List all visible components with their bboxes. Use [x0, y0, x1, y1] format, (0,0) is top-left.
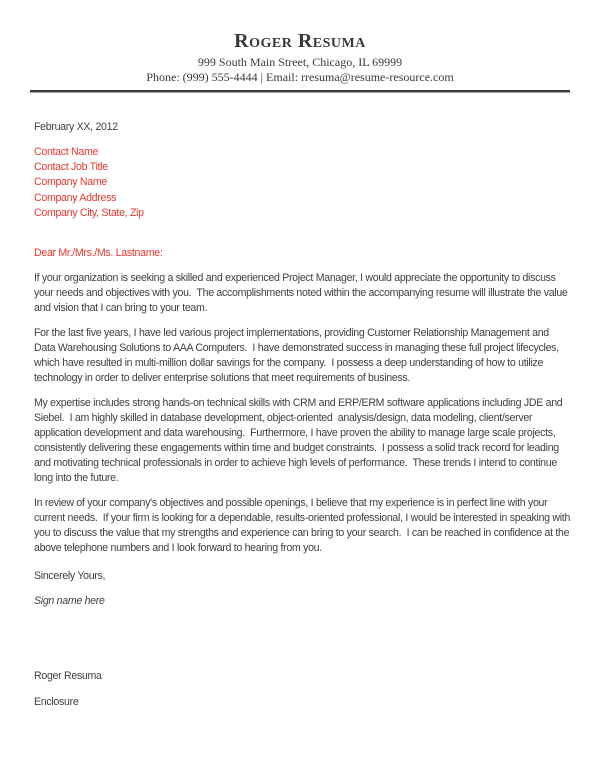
recipient-company-address: Company Address: [34, 191, 117, 204]
recipient-block: [34, 145, 572, 221]
letterhead-address: 999 South Main Street, Chicago, IL 69999: [197, 55, 403, 69]
paragraph-intro: If your organization is seeking a skilled and experienced Project Manager, I would appreciate the opportunity to discuss your needs and objectives with you. The accomplishments noted within the accompanying resume will illustrate the value and vision that I can bring to your team.: [34, 272, 571, 315]
paragraph-expertise: My expertise includes strong hands-on technical skills with CRM and ERP/ERM software applications including JDE and Siebel. I am highly skilled in database development, object-oriented analysis/design, data modeling, client/server application development and data warehousing. Furthermore, I have proven the ability to manage large scale projects, consistently delivering these engagements within time and budget constraints. I possess a solid track record for leading and motivating technical professionals in order to achieve high levels of performance. These trends I intend to continue long into the future.: [34, 397, 566, 485]
paragraph-experience: For the last five years, I have led various project implementations, providing Customer Relationship Management and Data Warehousing Solutions to AAA Computers. I have demonstrated success in managing these full project lifecycles, which have resulted in multi-million dollar savings for the company. I possess a deep understanding of how to utilize technology in order to deliver enterprise solutions that meet requirements of business.: [34, 327, 562, 385]
letter-date: February XX, 2012: [34, 121, 118, 133]
recipient-job-title: Contact Job Title: [34, 161, 108, 174]
letterhead-divider: [30, 90, 570, 93]
recipient-company-name: Company Name: [34, 176, 107, 189]
letterhead-name: Roger Resuma: [234, 30, 366, 52]
paragraph-closing-pitch: In review of your company's objectives and possible openings, I believe that my experience is in perfect line with your current needs. If your firm is looking for a dependable, results-oriented professional, I would be interested in speaking with you to discuss the value that my strengths and experience can bring to your search. I can be reached in confidence at the above telephone numbers and I look forward to hearing from you.: [34, 497, 573, 555]
letterhead: [0, 0, 600, 93]
letterhead-contact: Phone: (999) 555-4444 | Email: rresuma@resume-resource.com: [146, 70, 454, 84]
recipient-contact-name: Contact Name: [34, 146, 99, 158]
closing-salutation: Sincerely Yours,: [34, 570, 106, 583]
signature-placeholder: Sign name here: [34, 595, 105, 608]
salutation: Dear Mr./Mrs./Ms. Lastname:: [34, 247, 163, 260]
enclosure-note: Enclosure: [34, 696, 79, 709]
recipient-company-city-state-zip: Company City, State, Zip: [34, 206, 144, 219]
signed-name: Roger Resuma: [34, 670, 102, 683]
letter-body: [0, 120, 600, 740]
